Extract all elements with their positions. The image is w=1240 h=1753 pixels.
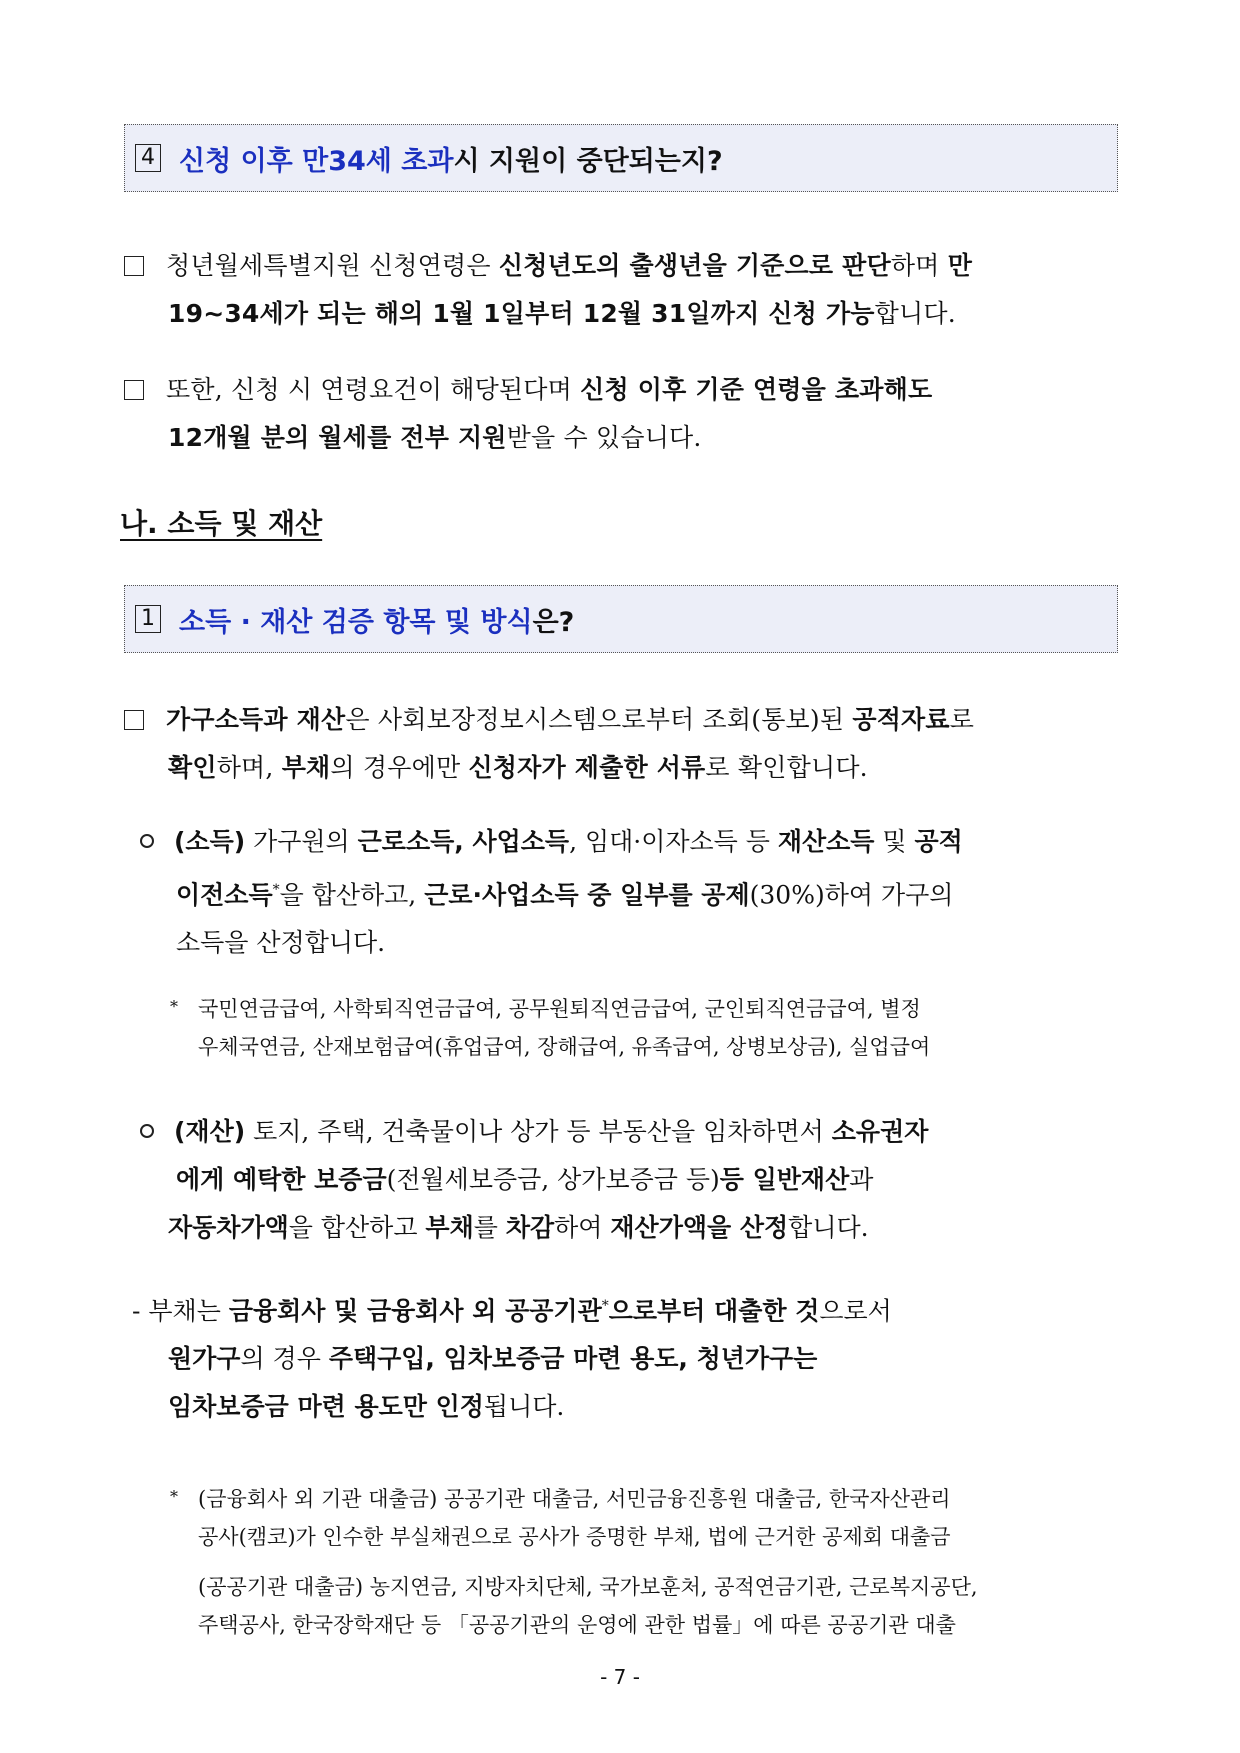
text: , 임대·이자소득 등 — [569, 827, 778, 856]
bold-text: 공적 — [914, 827, 963, 856]
circle-bullet-icon — [140, 1124, 154, 1138]
checkbox-bullet-icon — [124, 380, 144, 400]
text: 과 — [849, 1165, 874, 1194]
bold-text: 으로부터 대출한 것 — [608, 1296, 820, 1326]
bold-text: 확인 — [168, 753, 217, 782]
text: 국민연금급여, 사학퇴직연금급여, 공무원퇴직연금급여, 군인퇴직연금급여, 별정 — [198, 997, 921, 1021]
question-highlight: 소득 · 재산 검증 항목 및 방식 — [179, 606, 533, 638]
bold-text: 공적자료 — [852, 705, 950, 734]
question-highlight: 신청 이후 만34세 초과 — [179, 145, 454, 177]
paragraph-verification — [124, 696, 1124, 792]
income-footnote — [170, 988, 1130, 1066]
text: 소득을 산정합니다. — [176, 928, 386, 958]
text: 은 사회보장정보시스템으로부터 조회(통보)된 — [345, 705, 853, 734]
bold-text: 원가구 — [168, 1344, 241, 1374]
bold-text: 자동차가액 — [168, 1213, 289, 1242]
text: 합니다. — [788, 1213, 869, 1242]
bold-text: (재산) — [174, 1117, 246, 1146]
text: 의 경우에만 — [330, 753, 469, 782]
text: 공사(캠코)가 인수한 부실채권으로 공사가 증명한 부채, 법에 근거한 공제회 대출금 — [198, 1525, 951, 1549]
text: 청년월세특별지원 신청연령은 — [166, 251, 499, 280]
bold-text: 가구소득과 재산 — [166, 705, 346, 734]
text: 주택공사, 한국장학재단 등 「공공기관의 운영에 관한 법률」에 따른 공공기관 대출 — [198, 1613, 956, 1637]
text: 및 — [874, 827, 915, 856]
bold-text: 소유권자 — [831, 1117, 929, 1146]
bold-text: 근로소득, 사업소득 — [357, 827, 570, 856]
bold-text: 신청 이후 기준 연령을 초과해도 — [580, 375, 933, 404]
page-number: - 7 - — [600, 1665, 640, 1689]
text: 하여 — [554, 1213, 611, 1242]
text: 됩니다. — [483, 1392, 565, 1422]
paragraph-age-criteria — [124, 242, 1124, 338]
text: 를 — [473, 1213, 506, 1242]
text: (전월세보증금, 상가보증금 등) — [386, 1165, 720, 1194]
bold-text: 이전소득 — [176, 880, 273, 910]
text: 로 확인합니다. — [705, 753, 868, 782]
debt-item — [132, 1282, 1122, 1431]
debt-footnote — [170, 1478, 1130, 1644]
checkbox-bullet-icon — [124, 710, 144, 730]
footnote-mark: * — [170, 1487, 178, 1506]
text: 로 — [949, 705, 975, 734]
bold-text: 금융회사 및 금융회사 외 공공기관 — [228, 1296, 602, 1326]
text: 하며 — [890, 251, 948, 280]
circle-bullet-icon — [140, 834, 154, 848]
bold-text: (소득) — [174, 827, 246, 856]
text: 또한, 신청 시 연령요건이 해당된다며 — [166, 375, 581, 404]
text: 의 경우 — [240, 1344, 329, 1374]
income-item — [140, 818, 1130, 967]
text: 부채는 — [140, 1296, 229, 1326]
text: 으로서 — [819, 1296, 892, 1326]
section-title: 나. 소득 및 재산 — [120, 507, 323, 540]
bold-text: 12개월 분의 월세를 전부 지원 — [168, 423, 507, 452]
bold-text: 차감 — [505, 1213, 555, 1242]
text: 가구원의 — [245, 827, 358, 856]
text: 받을 수 있습니다. — [506, 423, 702, 452]
bold-text: 근로·사업소득 중 일부를 공제 — [424, 880, 750, 910]
paragraph-age-exceed — [124, 366, 1124, 462]
bold-text: 재산가액을 산정 — [610, 1213, 789, 1242]
bold-text: 에게 예탁한 보증금 — [176, 1165, 387, 1194]
bold-text: 만 — [947, 251, 973, 280]
text: 우체국연금, 산재보험급여(휴업급여, 장해급여, 유족급여, 상병보상금), 실업급여 — [198, 1035, 931, 1059]
footnote-mark: * — [601, 1298, 609, 1314]
bold-text: 19~34세가 되는 해의 1월 1일부터 12월 31일까지 신청 가능 — [168, 299, 875, 328]
text: 하며, — [216, 753, 282, 782]
text: 합니다. — [874, 299, 956, 328]
checkbox-bullet-icon — [124, 256, 144, 276]
text: (30%)하여 가구의 — [749, 880, 954, 910]
bold-text: 등 일반재산 — [719, 1165, 850, 1194]
text: (금융회사 외 기관 대출금) 공공기관 대출금, 서민금융진흥원 대출금, 한국자산관리 — [198, 1487, 951, 1511]
property-item — [140, 1108, 1130, 1252]
bold-text: 신청자가 제출한 서류 — [468, 753, 706, 782]
question-box-1 — [124, 585, 1118, 653]
text: (공공기관 대출금) 농지연금, 지방자치단체, 국가보훈처, 공적연금기관, 근로복지공단, — [198, 1575, 978, 1599]
question-box-4 — [124, 124, 1118, 192]
question-text: 은? — [532, 606, 575, 638]
bold-text: 재산소득 — [777, 827, 875, 856]
bold-text: 부채 — [281, 753, 331, 782]
text: 토지, 주택, 건축물이나 상가 등 부동산을 임차하면서 — [245, 1117, 832, 1146]
bold-text: 임차보증금 마련 용도만 인정 — [168, 1392, 484, 1422]
footnote-mark: * — [170, 997, 178, 1016]
text: 을 합산하고 — [288, 1213, 426, 1242]
question-text: 시 지원이 중단되는지? — [453, 145, 723, 177]
text: 을 합산하고, — [279, 880, 425, 910]
question-number: 1 — [135, 605, 161, 633]
question-number: 4 — [135, 144, 161, 172]
footnote-mark: * — [272, 882, 280, 898]
bold-text: 신청년도의 출생년을 기준으로 판단 — [498, 251, 891, 280]
dash-bullet: - — [132, 1296, 141, 1326]
bold-text: 부채 — [425, 1213, 474, 1242]
bold-text: 주택구입, 임차보증금 마련 용도, 청년가구는 — [328, 1344, 818, 1374]
